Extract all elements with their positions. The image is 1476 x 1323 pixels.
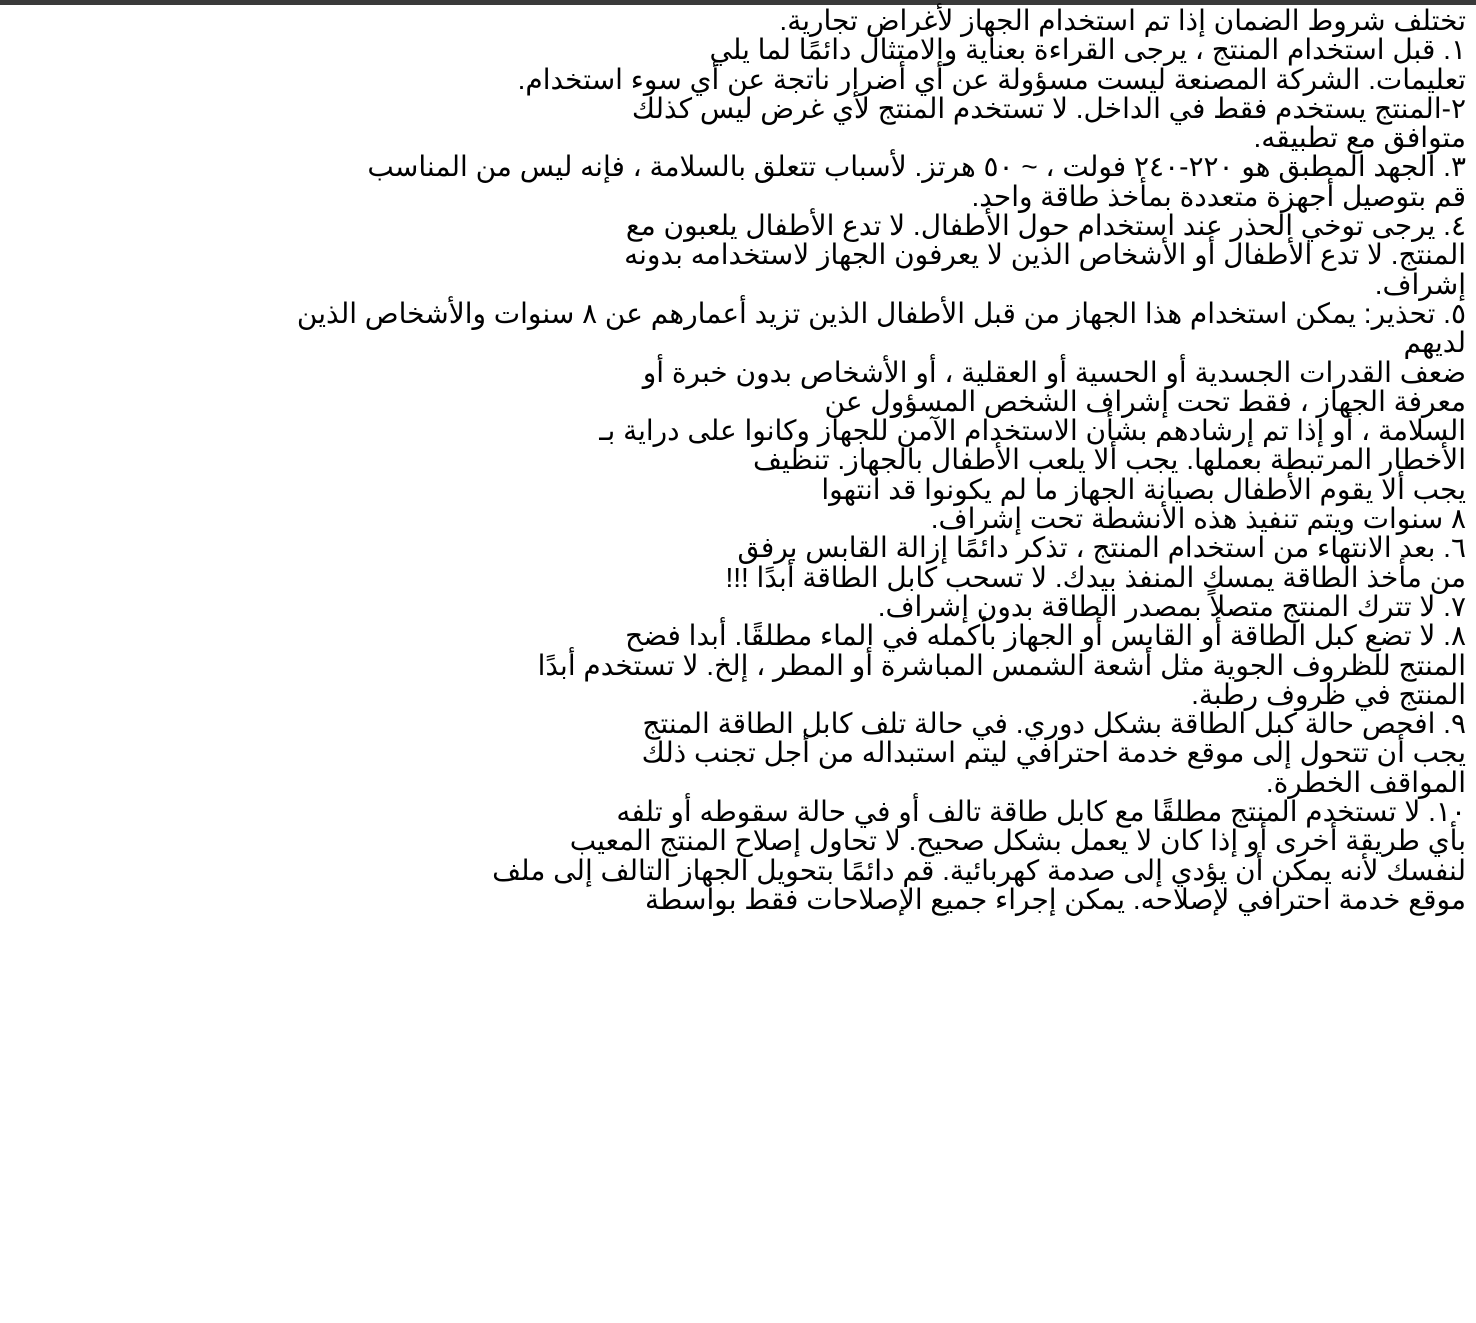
text-line: ٧. لا تترك المنتج متصلاً بمصدر الطاقة بدون إشراف. <box>877 590 1466 622</box>
text-line: ٥. تحذير: يمكن استخدام هذا الجهاز من قبل الأطفال الذين تزيد أعمارهم عن ٨ سنوات والأشخاص الذين <box>296 297 1466 329</box>
text-line: المنتج في ظروف رطبة. <box>1191 678 1466 710</box>
text-line: ٤. يرجى توخي الحذر عند استخدام حول الأطفال. لا تدع الأطفال يلعبون مع <box>625 210 1466 242</box>
text-line: الأخطار المرتبطة بعملها. يجب ألا يلعب الأطفال بالجهاز. تنظيف <box>752 444 1466 476</box>
text-line: تختلف شروط الضمان إذا تم استخدام الجهاز لأغراض تجارية. <box>779 5 1466 36</box>
text-line: من مأخذ الطاقة يمسك المنفذ بيدك. لا تسحب كابل الطاقة أبدًا !!! <box>725 561 1466 593</box>
text-line: معرفة الجهاز ، فقط تحت إشراف الشخص المسؤول عن <box>824 385 1466 417</box>
text-line: موقع خدمة احترافي لإصلاحه. يمكن إجراء جميع الإصلاحات فقط بواسطة <box>645 883 1466 915</box>
text-line: ٨. لا تضع كبل الطاقة أو القابس أو الجهاز بأكمله في الماء مطلقًا. أبدا فضح <box>625 620 1466 652</box>
text-line: ٢-المنتج يستخدم فقط في الداخل. لا تستخدم المنتج لأي غرض ليس كذلك <box>631 92 1466 124</box>
text-line: ٣. الجهد المطبق هو ٢٢٠-٢٤٠ فولت ، ~ ٥٠ هرتز. لأسباب تتعلق بالسلامة ، فإنه ليس من المناسب <box>367 151 1466 183</box>
text-line: بأي طريقة أخرى أو إذا كان لا يعمل بشكل صحيح. لا تحاول إصلاح المنتج المعيب <box>569 825 1466 857</box>
text-line: المنتج. لا تدع الأطفال أو الأشخاص الذين لا يعرفون الجهاز لاستخدامه بدونه <box>624 239 1466 271</box>
text-line: ٩. افحص حالة كبل الطاقة بشكل دوري. في حالة تلف كابل الطاقة المنتج <box>642 708 1466 740</box>
text-line: ١٠. لا تستخدم المنتج مطلقًا مع كابل طاقة تالف أو في حالة سقوطه أو تلفه <box>616 796 1466 828</box>
text-line: ٦. بعد الانتهاء من استخدام المنتج ، تذكر دائمًا إزالة القابس برفق <box>737 532 1466 564</box>
text-line: السلامة ، أو إذا تم إرشادهم بشأن الاستخدام الآمن للجهاز وكانوا على دراية بـ <box>599 415 1466 447</box>
text-line: تعليمات. الشركة المصنعة ليست مسؤولة عن أي أضرار ناتجة عن أي سوء استخدام. <box>517 63 1466 95</box>
manual-text-block <box>6 6 1466 914</box>
text-line: لديهم <box>1403 327 1466 359</box>
text-line: يجب ألا يقوم الأطفال بصيانة الجهاز ما لم يكونوا قد انتهوا <box>821 473 1466 505</box>
text-line: يجب أن تتحول إلى موقع خدمة احترافي ليتم استبداله من أجل تجنب ذلك <box>641 737 1466 769</box>
text-line: ٨ سنوات ويتم تنفيذ هذه الأنشطة تحت إشراف. <box>930 503 1466 535</box>
text-line: ١. قبل استخدام المنتج ، يرجى القراءة بعناية والامتثال دائمًا لما يلي <box>709 34 1466 66</box>
text-line: قم بتوصيل أجهزة متعددة بمأخذ طاقة واحد. <box>971 180 1466 212</box>
text-line: ضعف القدرات الجسدية أو الحسية أو العقلية ، أو الأشخاص بدون خبرة أو <box>642 356 1466 388</box>
text-line: المواقف الخطرة. <box>1265 766 1466 798</box>
text-line: لنفسك لأنه يمكن أن يؤدي إلى صدمة كهربائية. قم دائمًا بتحويل الجهاز التالف إلى ملف <box>492 854 1466 886</box>
text-line: إشراف. <box>1374 268 1466 300</box>
text-line: متوافق مع تطبيقه. <box>1253 122 1466 154</box>
text-line: المنتج للظروف الجوية مثل أشعة الشمس المباشرة أو المطر ، إلخ. لا تستخدم أبدًا <box>537 649 1466 681</box>
